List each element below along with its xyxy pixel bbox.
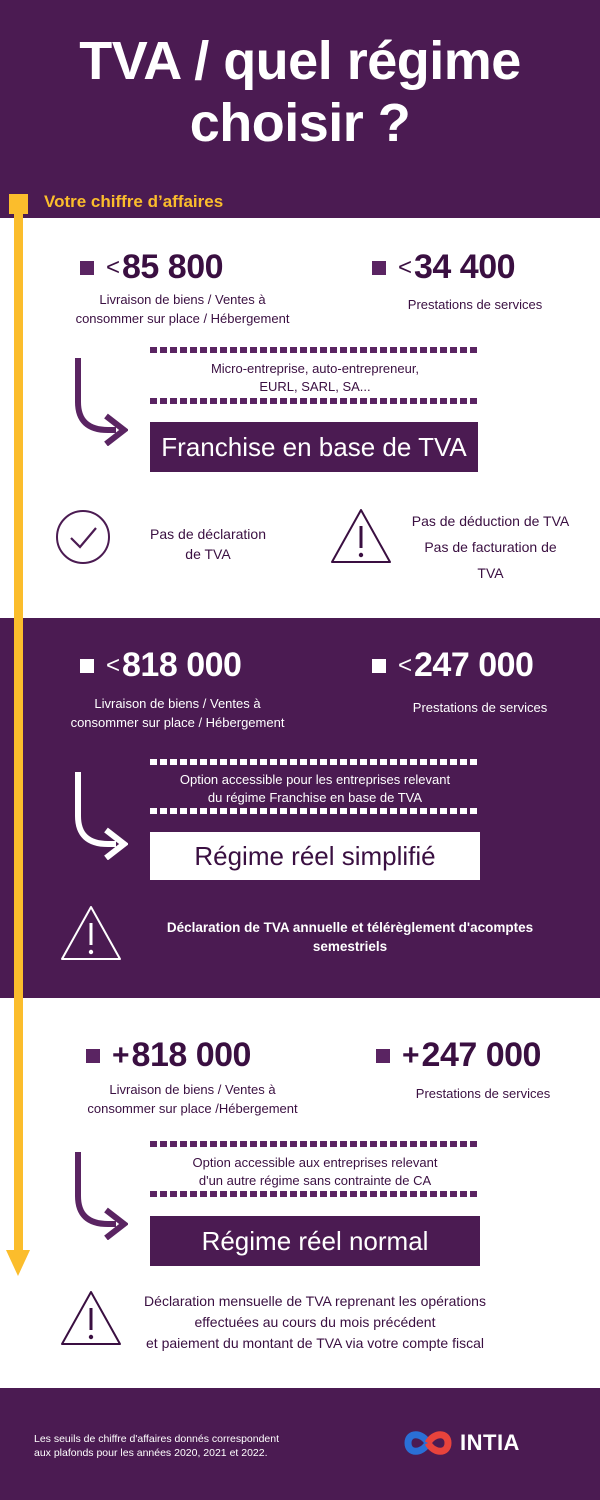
check-info-text xyxy=(128,524,288,564)
logo-text: INTIA xyxy=(460,1430,520,1455)
threshold-value: 85 800 xyxy=(122,248,224,286)
threshold-value: 818 000 xyxy=(122,646,242,684)
square-bullet-icon xyxy=(376,1049,390,1063)
curved-arrow-icon xyxy=(62,354,128,446)
warning-info-text xyxy=(140,918,560,956)
title-line-2: choisir ? xyxy=(189,93,411,153)
services-description: Prestations de services xyxy=(412,700,548,715)
threshold-prefix: + xyxy=(402,1038,420,1072)
services-threshold xyxy=(372,646,533,685)
regime-label: Régime réel normal xyxy=(150,1216,480,1266)
goods-desc-line: consommer sur place /Hébergement xyxy=(87,1101,298,1116)
regime-label: Régime réel simplifié xyxy=(150,832,480,880)
goods-desc-line: Livraison de biens / Ventes à xyxy=(99,292,266,307)
info-line: Pas de déclaration xyxy=(150,526,266,542)
section-franchise xyxy=(0,218,600,618)
threshold-prefix: < xyxy=(106,253,121,281)
dashed-divider xyxy=(150,808,480,814)
info-line: semestriels xyxy=(312,939,388,954)
threshold-prefix: < xyxy=(398,651,413,679)
note-line: EURL, SARL, SA... xyxy=(259,379,371,394)
check-circle-icon xyxy=(54,508,112,566)
section-reel-simplifie xyxy=(0,618,600,998)
info-line: Pas de facturation de xyxy=(424,539,557,555)
note-line: Option accessible aux entreprises relevant xyxy=(192,1155,438,1170)
intia-logo xyxy=(402,1428,520,1458)
threshold-value: 818 000 xyxy=(131,1036,251,1074)
services-description: Prestations de services xyxy=(407,297,543,312)
warning-triangle-icon xyxy=(328,506,394,566)
note-line: Micro-entreprise, auto-entrepreneur, xyxy=(210,361,420,376)
goods-threshold xyxy=(86,1036,251,1075)
threshold-prefix: < xyxy=(106,651,121,679)
footer-line: Les seuils de chiffre d'affaires donnés correspondent xyxy=(34,1433,280,1445)
footer-line: aux plafonds pour les années 2020, 2021 et 2022. xyxy=(34,1447,268,1459)
square-bullet-icon xyxy=(372,261,386,275)
threshold-value: 247 000 xyxy=(414,646,534,684)
goods-desc-line: Livraison de biens / Ventes à xyxy=(94,696,261,711)
regime-note xyxy=(150,360,480,396)
info-line: Pas de déduction de TVA xyxy=(411,513,570,529)
intia-logo-icon xyxy=(402,1428,454,1458)
dashed-divider xyxy=(150,398,480,404)
section-reel-normal xyxy=(0,998,600,1388)
goods-threshold xyxy=(80,248,223,287)
goods-desc-line: consommer sur place / Hébergement xyxy=(75,311,290,326)
page-title xyxy=(0,30,600,154)
curved-arrow-icon xyxy=(62,1148,128,1240)
services-threshold xyxy=(372,248,515,287)
footer-note xyxy=(34,1432,279,1460)
note-line: Option accessible pour les entreprises relevant xyxy=(179,772,451,787)
services-threshold xyxy=(376,1036,541,1075)
regime-label: Franchise en base de TVA xyxy=(150,422,478,472)
timeline-arrow-icon xyxy=(6,1250,30,1276)
warning-triangle-icon xyxy=(58,1288,124,1348)
threshold-value: 34 400 xyxy=(414,248,516,286)
goods-desc-line: consommer sur place / Hébergement xyxy=(70,715,285,730)
timeline-line xyxy=(14,200,23,1255)
square-bullet-icon xyxy=(80,261,94,275)
note-line: d'un autre régime sans contrainte de CA xyxy=(198,1173,432,1188)
info-line: Déclaration de TVA annuelle et télérèglement d'acomptes xyxy=(166,920,534,935)
threshold-prefix: + xyxy=(112,1038,130,1072)
warning-info-text xyxy=(398,508,583,586)
note-line: du régime Franchise en base de TVA xyxy=(207,790,423,805)
dashed-divider xyxy=(150,1191,480,1197)
goods-description xyxy=(60,290,305,328)
regime-note xyxy=(150,771,480,807)
goods-desc-line: Livraison de biens / Ventes à xyxy=(109,1082,276,1097)
ca-label: Votre chiffre d’affaires xyxy=(44,192,224,211)
goods-description xyxy=(70,1080,315,1118)
dashed-divider xyxy=(150,759,480,765)
info-line: et paiement du montant de TVA via votre compte fiscal xyxy=(146,1335,484,1351)
warning-triangle-icon xyxy=(58,903,124,963)
goods-description xyxy=(55,694,300,732)
info-line: Déclaration mensuelle de TVA reprenant les opérations xyxy=(144,1293,486,1309)
info-line: de TVA xyxy=(185,546,231,562)
regime-note xyxy=(150,1154,480,1190)
services-description: Prestations de services xyxy=(415,1086,551,1101)
dashed-divider xyxy=(150,1141,480,1147)
goods-threshold xyxy=(80,646,241,685)
square-bullet-icon xyxy=(80,659,94,673)
title-line-1: TVA / quel régime xyxy=(79,31,521,91)
dashed-divider xyxy=(150,347,480,353)
threshold-prefix: < xyxy=(398,253,413,281)
info-line: effectuées au cours du mois précédent xyxy=(194,1314,436,1330)
square-bullet-icon xyxy=(372,659,386,673)
info-line: TVA xyxy=(477,565,504,581)
timeline-start-marker xyxy=(9,194,28,214)
square-bullet-icon xyxy=(86,1049,100,1063)
threshold-value: 247 000 xyxy=(421,1036,541,1074)
curved-arrow-icon xyxy=(62,768,128,860)
warning-info-text xyxy=(125,1291,505,1354)
